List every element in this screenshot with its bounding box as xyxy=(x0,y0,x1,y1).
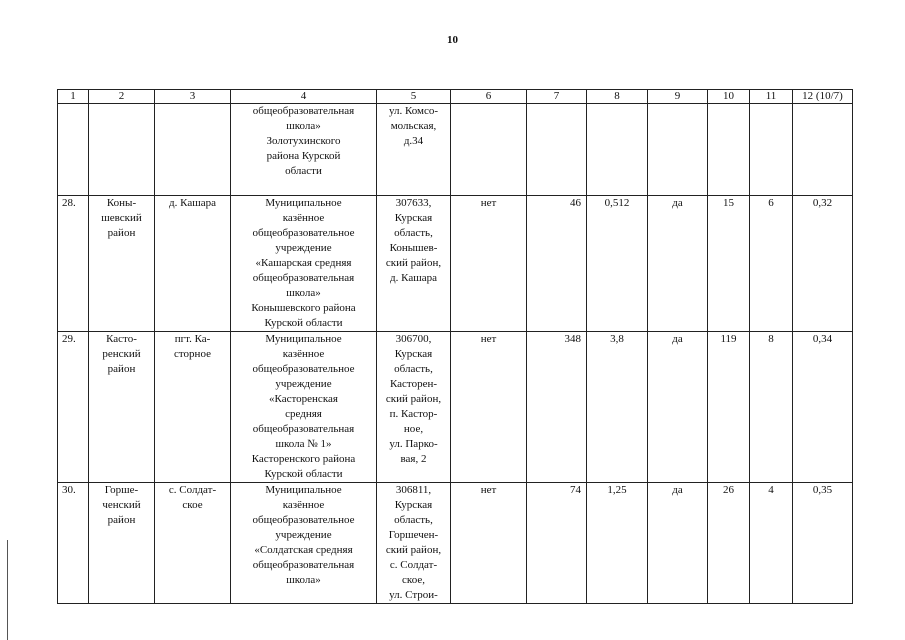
col6-cell: нет xyxy=(451,332,527,483)
table-row xyxy=(58,483,853,604)
col8-cell: 1,25 xyxy=(587,483,648,604)
header-cell: 5 xyxy=(377,90,451,104)
col10-cell: 15 xyxy=(708,196,750,332)
address-cell: 306811, Курская область, Горшечен- ский район, с. Солдат- ское, ул. Строи- xyxy=(377,483,451,604)
cell-empty xyxy=(793,104,853,196)
cell-empty xyxy=(527,104,587,196)
col8-cell: 3,8 xyxy=(587,332,648,483)
table-row xyxy=(58,196,853,332)
header-cell: 4 xyxy=(231,90,377,104)
cell-empty xyxy=(587,104,648,196)
address-cell: 307633, Курская область, Конышев- ский район, д. Кашара xyxy=(377,196,451,332)
address-cell: 306700, Курская область, Касторен- ский район, п. Кастор- ное, ул. Парко- вая, 2 xyxy=(377,332,451,483)
district-cell: Касто- ренский район xyxy=(89,332,155,483)
col6-cell: нет xyxy=(451,196,527,332)
school-name-cell: Муниципальное казённое общеобразовательное учреждение «Кашарская средняя общеобразовательная школа» Конышевского района Курской области xyxy=(231,196,377,332)
col7-cell: 348 xyxy=(527,332,587,483)
school-name-cell: общеобразовательная школа» Золотухинского района Курской области xyxy=(231,104,377,196)
cell-empty xyxy=(58,104,89,196)
header-cell: 2 xyxy=(89,90,155,104)
header-cell: 7 xyxy=(527,90,587,104)
col12-cell: 0,34 xyxy=(793,332,853,483)
cell-empty xyxy=(648,104,708,196)
header-cell: 11 xyxy=(750,90,793,104)
locality-cell: пгт. Ка- сторное xyxy=(155,332,231,483)
table-row xyxy=(58,104,853,196)
locality-cell: д. Кашара xyxy=(155,196,231,332)
row-number-cell: 28. xyxy=(58,196,89,332)
header-cell: 1 xyxy=(58,90,89,104)
col7-cell: 74 xyxy=(527,483,587,604)
col9-cell: да xyxy=(648,332,708,483)
page-number: 10 xyxy=(447,34,458,46)
col8-cell: 0,512 xyxy=(587,196,648,332)
school-name-cell: Муниципальное казённое общеобразовательное учреждение «Солдатская средняя общеобразовательная школа» xyxy=(231,483,377,604)
cell-empty xyxy=(451,104,527,196)
col10-cell: 119 xyxy=(708,332,750,483)
address-cell: ул. Комсо- мольская, д.34 xyxy=(377,104,451,196)
cell-empty xyxy=(89,104,155,196)
cell-empty xyxy=(750,104,793,196)
col6-cell: нет xyxy=(451,483,527,604)
table-row xyxy=(58,332,853,483)
header-cell: 9 xyxy=(648,90,708,104)
header-cell: 8 xyxy=(587,90,648,104)
header-row xyxy=(58,90,853,104)
row-number-cell: 30. xyxy=(58,483,89,604)
district-cell: Горше- ченский район xyxy=(89,483,155,604)
school-name-cell: Муниципальное казённое общеобразовательное учреждение «Касторенская средняя общеобразовательная школа № 1» Касторенского района Курской области xyxy=(231,332,377,483)
cell-empty xyxy=(708,104,750,196)
scan-edge-line xyxy=(7,540,8,640)
col11-cell: 6 xyxy=(750,196,793,332)
locality-cell: с. Солдат- ское xyxy=(155,483,231,604)
col12-cell: 0,32 xyxy=(793,196,853,332)
col9-cell: да xyxy=(648,483,708,604)
col12-cell: 0,35 xyxy=(793,483,853,604)
col11-cell: 8 xyxy=(750,332,793,483)
col9-cell: да xyxy=(648,196,708,332)
cell-empty xyxy=(155,104,231,196)
district-cell: Коны- шевский район xyxy=(89,196,155,332)
header-cell: 12 (10/7) xyxy=(793,90,853,104)
col7-cell: 46 xyxy=(527,196,587,332)
col11-cell: 4 xyxy=(750,483,793,604)
header-cell: 10 xyxy=(708,90,750,104)
header-cell: 3 xyxy=(155,90,231,104)
schools-table xyxy=(57,89,853,604)
row-number-cell: 29. xyxy=(58,332,89,483)
col10-cell: 26 xyxy=(708,483,750,604)
header-cell: 6 xyxy=(451,90,527,104)
